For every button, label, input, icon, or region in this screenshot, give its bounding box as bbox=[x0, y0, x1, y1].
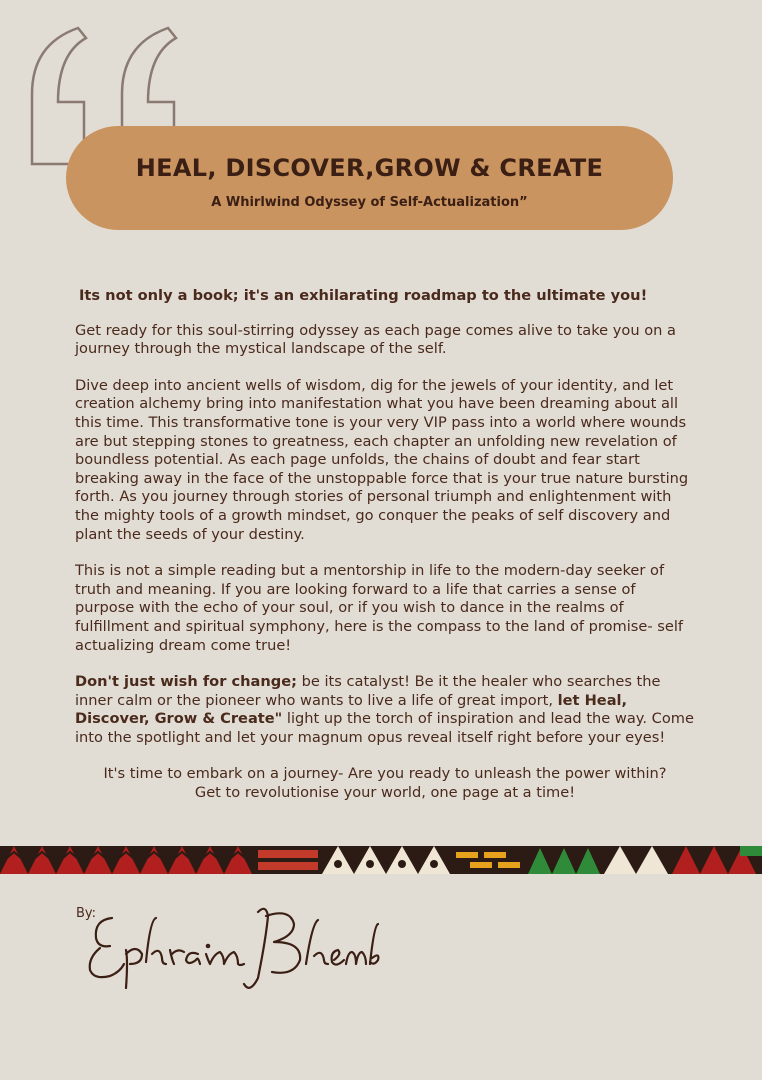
paragraph-catalyst bbox=[75, 673, 695, 747]
description-body bbox=[75, 287, 695, 821]
by-label: By: bbox=[76, 906, 97, 921]
paragraph-intro: Get ready for this soul-stirring odyssey as each page comes alive to take you on a journey through the mystical landscape of the self. bbox=[75, 321, 677, 358]
paragraph-dive-deep: Dive deep into ancient wells of wisdom, dig for the jewels of your identity, and let creation alchemy bring into manifestation what you have been dreaming about all this time. This transformative tone is your very VIP pass into a world where wounds are but stepping stones to greatness, each chapter an unfolding new revelation of boundless potential. As each page unfolds, the chains of doubt and fear start breaking away in the face of the unstoppable force that is your true nature bursting forth. As you journey through stories of personal triumph and enlightenment with the mighty tools of a growth mindset, go conquer the peaks of self discovery and plant the seeds of your destiny. bbox=[75, 376, 689, 543]
catalyst-text-1: be its catalyst! Be it the healer who searches the inner calm or the pioneer who wants to live a life of great import, bbox=[75, 673, 661, 709]
paragraph-mentorship: This is not a simple reading but a mentorship in life to the modern-day seeker of truth and meaning. If you are looking forward to a life that carries a sense of purpose with the echo of your soul, or if you wish to dance in the realms of fulfillment and spiritual symphony, here is the compass to the land of promise- self actualizing dream come true! bbox=[75, 562, 684, 654]
closing-line-2: Get to revolutionise your world, one page at a time! bbox=[194, 784, 576, 802]
lead-sentence: Its not only a book; it's an exhilarating roadmap to the ultimate you! bbox=[79, 287, 648, 304]
african-pattern-strip bbox=[0, 846, 762, 874]
book-subtitle: A Whirlwind Odyssey of Self-Actualization” bbox=[211, 195, 528, 210]
closing-line-1: It's time to embark on a journey- Are you ready to unleash the power within? bbox=[103, 765, 667, 783]
title-banner bbox=[66, 126, 673, 230]
closing-lines bbox=[75, 765, 695, 802]
emphasis-title: let Heal, Discover, Grow & Create" bbox=[75, 691, 628, 728]
catalyst-text-2: light up the torch of inspiration and lead the way. Come into the spotlight and let your magnum opus reveal itself right before your eyes! bbox=[75, 710, 694, 746]
book-title: HEAL, DISCOVER,GROW & CREATE bbox=[135, 154, 604, 182]
emphasis-wish: Don't just wish for change; bbox=[75, 673, 297, 691]
